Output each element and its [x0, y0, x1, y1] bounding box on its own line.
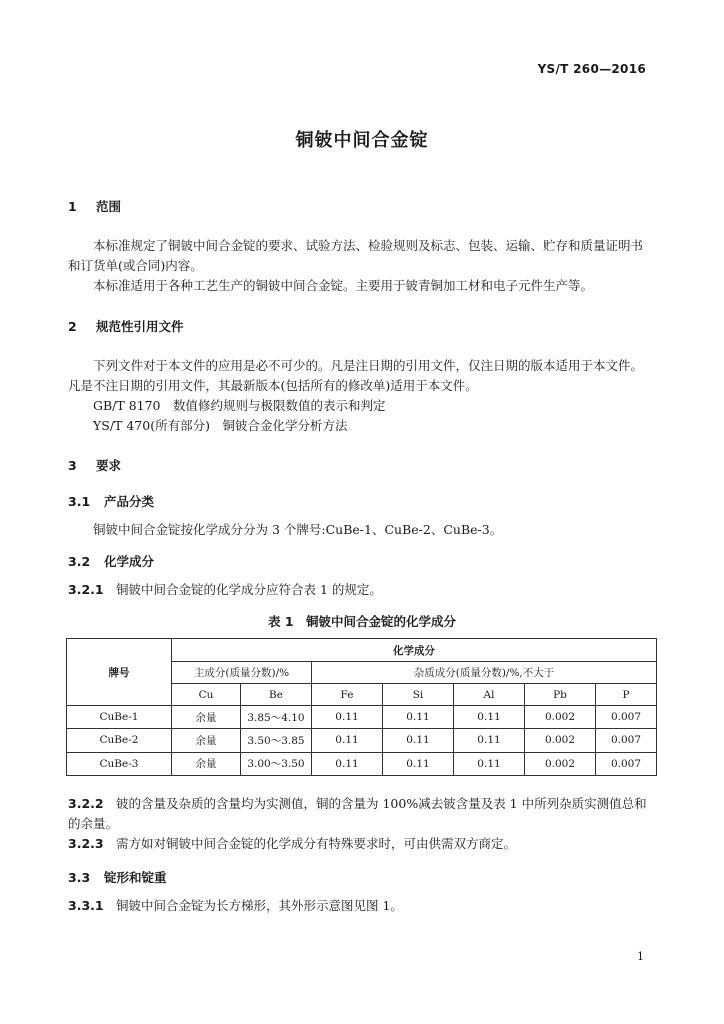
header-element: Pb [525, 684, 596, 706]
cell: 余量 [172, 706, 241, 729]
clause-3-3-1 [68, 896, 403, 916]
cell: 0.002 [525, 752, 596, 775]
cell: 0.11 [383, 752, 454, 775]
header-element: P [596, 684, 657, 706]
cell: 0.007 [596, 729, 657, 752]
clause-number: 3.2.3 [68, 836, 104, 851]
section-2-paragraph-1: 下列文件对于本文件的应用是必不可少的。凡是注日期的引用文件，仅注日期的版本适用于本文件。凡是不注日期的引用文件，其最新版本(包括所有的修改单)适用于本文件。 [68, 358, 644, 393]
clause-text: 铜铍中间合金锭的化学成分应符合表 1 的规定。 [116, 582, 382, 597]
cell: 0.002 [525, 706, 596, 729]
section-title: 要求 [96, 458, 122, 473]
section-number: 3.3 [68, 870, 91, 885]
section-3-heading [68, 456, 121, 474]
cell: 余量 [172, 752, 241, 775]
clause-number: 3.2.2 [68, 796, 104, 811]
cell-grade: CuBe-3 [67, 752, 172, 775]
clause-3-2-3 [68, 834, 516, 854]
table-row [67, 729, 657, 752]
cell: 0.11 [312, 752, 383, 775]
section-title: 锭形和锭重 [104, 870, 167, 885]
section-title: 规范性引用文件 [96, 319, 184, 334]
header-element: Be [241, 684, 312, 706]
section-3-1-heading [68, 492, 154, 510]
cell: 3.00～3.50 [241, 752, 312, 775]
cell: 3.85～4.10 [241, 706, 312, 729]
standard-number: YS/T 260—2016 [537, 62, 646, 76]
header-element: Cu [172, 684, 241, 706]
document-title: 铜铍中间合金锭 [295, 130, 429, 151]
header-main-component: 主成分(质量分数)/% [172, 662, 312, 684]
section-title: 化学成分 [104, 554, 155, 569]
section-number: 1 [68, 199, 77, 214]
section-1-paragraph-1: 本标准规定了铜铍中间合金锭的要求、试验方法、检验规则及标志、包装、运输、贮存和质量证明书和订货单(或合同)内容。 [68, 238, 644, 273]
section-3-1-paragraph: 铜铍中间合金锭按化学成分分为 3 个牌号:CuBe-1、CuBe-2、CuBe-3。 [93, 522, 503, 537]
header-element: Al [454, 684, 525, 706]
table-row [67, 706, 657, 729]
section-3-3-heading [68, 868, 167, 886]
cell: 0.11 [454, 752, 525, 775]
cell: 0.11 [454, 706, 525, 729]
table-row [67, 752, 657, 775]
section-2-heading [68, 317, 184, 335]
clause-text: 铍的含量及杂质的含量均为实测值，铜的含量为 100%减去铍含量及表 1 中所列杂质实测值总和的余量。 [68, 796, 647, 831]
section-number: 3 [68, 458, 77, 473]
section-1-paragraph-2: 本标准适用于各种工艺生产的铜铍中间合金锭。主要用于铍青铜加工材和电子元件生产等。 [93, 278, 594, 293]
clause-3-2-1 [68, 580, 382, 600]
chemical-composition-table [66, 638, 657, 776]
cell: 0.11 [312, 729, 383, 752]
header-element: Si [383, 684, 454, 706]
cell: 0.11 [383, 729, 454, 752]
section-number: 3.2 [68, 554, 91, 569]
header-grade: 牌号 [67, 639, 172, 706]
section-1-heading [68, 197, 121, 215]
table-header-row [67, 639, 657, 662]
section-title: 产品分类 [104, 494, 155, 509]
cell: 0.007 [596, 706, 657, 729]
cell-grade: CuBe-1 [67, 706, 172, 729]
table-1-caption: 表 1 铜铍中间合金锭的化学成分 [267, 614, 457, 629]
cell: 余量 [172, 729, 241, 752]
clause-number: 3.3.1 [68, 898, 104, 913]
cell: 0.11 [312, 706, 383, 729]
clause-text: 铜铍中间合金锭为长方梯形，其外形示意图见图 1。 [116, 898, 403, 913]
cell: 0.11 [383, 706, 454, 729]
reference-gb-t-8170: GB/T 8170 数值修约规则与极限数值的表示和判定 [93, 398, 386, 413]
section-3-2-heading [68, 552, 154, 570]
header-impurity: 杂质成分(质量分数)/%,不大于 [312, 662, 657, 684]
reference-ys-t-470: YS/T 470(所有部分) 铜铍合金化学分析方法 [93, 418, 348, 433]
cell: 0.007 [596, 752, 657, 775]
clause-number: 3.2.1 [68, 582, 104, 597]
cell: 0.002 [525, 729, 596, 752]
cell-grade: CuBe-2 [67, 729, 172, 752]
cell: 0.11 [454, 729, 525, 752]
header-element: Fe [312, 684, 383, 706]
clause-text: 需方如对铜铍中间合金锭的化学成分有特殊要求时，可由供需双方商定。 [116, 836, 517, 851]
section-number: 2 [68, 319, 77, 334]
section-title: 范围 [96, 199, 122, 214]
clause-3-2-2 [68, 794, 650, 834]
page-number: 1 [637, 950, 644, 963]
header-chemical-composition: 化学成分 [172, 639, 657, 662]
section-number: 3.1 [68, 494, 91, 509]
cell: 3.50～3.85 [241, 729, 312, 752]
